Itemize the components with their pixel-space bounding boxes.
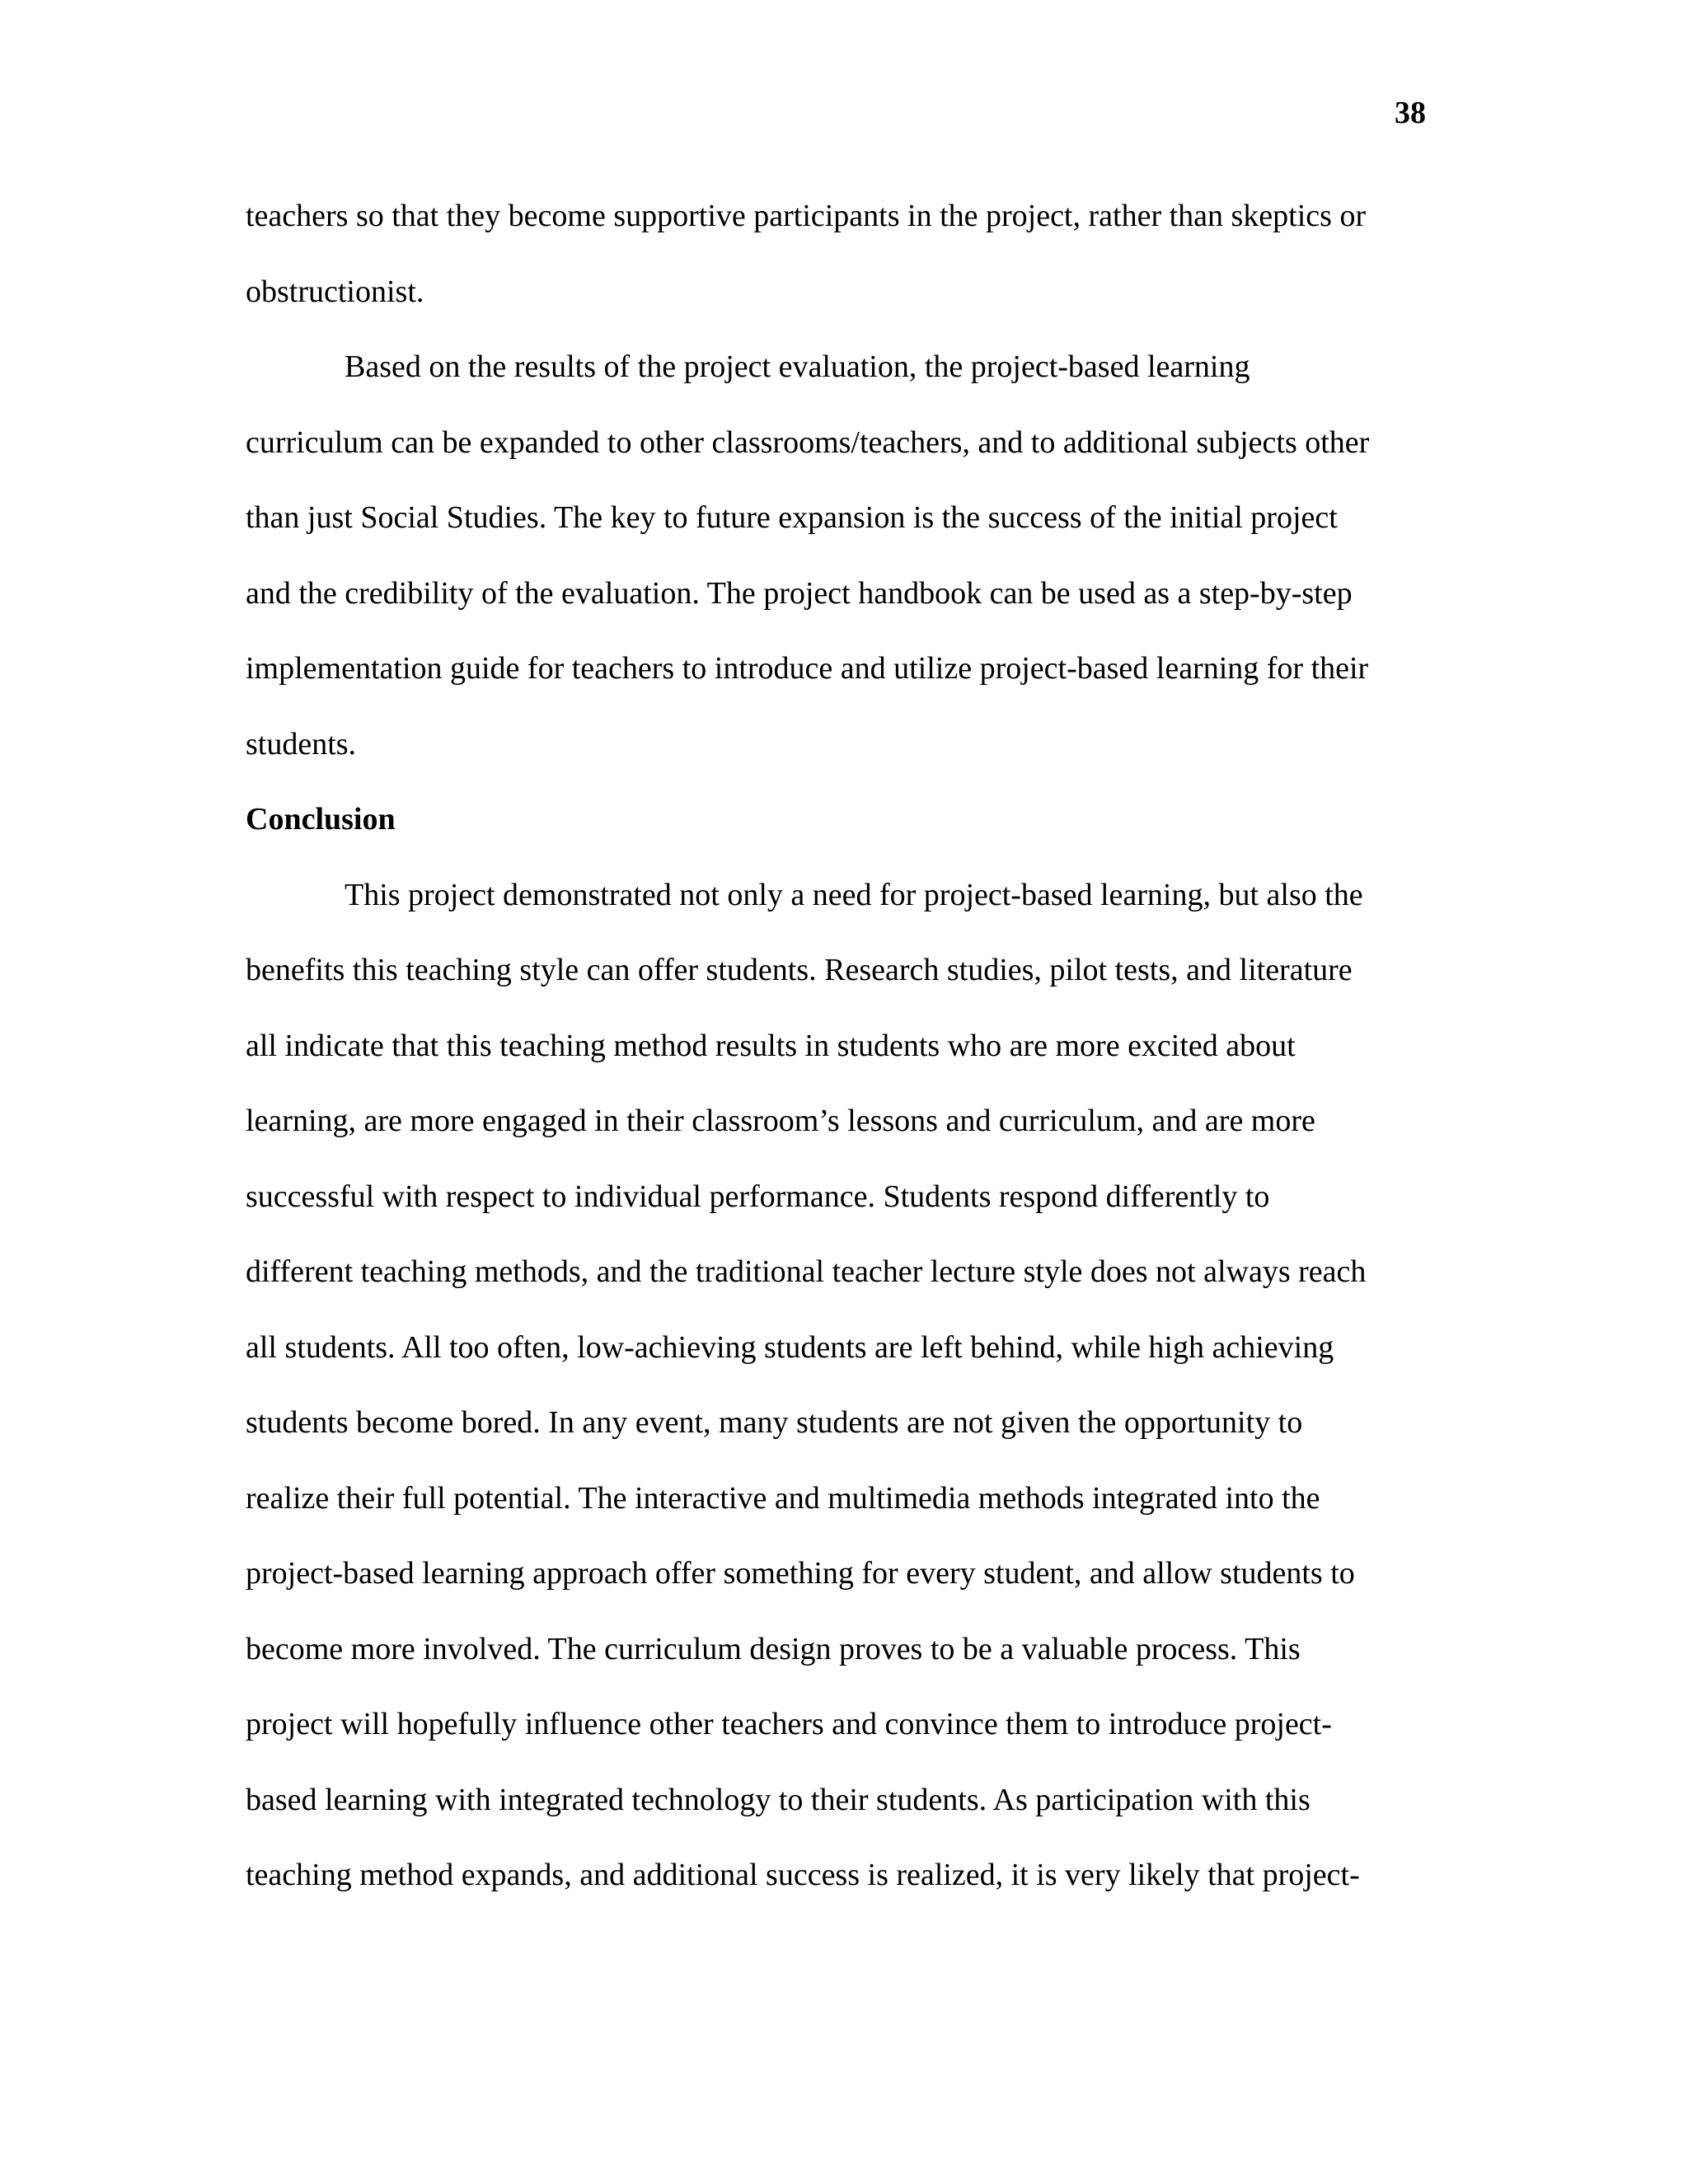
text-line: implementation guide for teachers to introduce and utilize project-based learning for their <box>246 651 1369 686</box>
body-text <box>246 196 1432 1931</box>
text-line: successful with respect to individual performance. Students respond differently to <box>246 1179 1270 1214</box>
text-line: curriculum can be expanded to other classrooms/teachers, and to additional subjects other <box>246 424 1370 460</box>
text-line: This project demonstrated not only a need for project-based learning, but also the <box>345 877 1363 912</box>
text-line: learning, are more engaged in their classroom’s lessons and curriculum, and are more <box>246 1104 1315 1138</box>
paragraph-expansion <box>246 347 1432 799</box>
paragraph-continuation <box>246 196 1432 347</box>
text-line: students. <box>246 726 357 762</box>
text-line: become more involved. The curriculum design proves to be a valuable process. This <box>246 1631 1301 1666</box>
text-line: Based on the results of the project evaluation, the project-based learning <box>345 349 1250 384</box>
text-line: and the credibility of the evaluation. The project handbook can be used as a step-by-step <box>246 575 1353 611</box>
paragraph-conclusion <box>246 875 1432 1931</box>
text-line: different teaching methods, and the traditional teacher lecture style does not always reach <box>246 1254 1367 1289</box>
text-line: teachers so that they become supportive participants in the project, rather than skeptics or <box>246 199 1367 233</box>
text-line: teaching method expands, and additional success is realized, it is very likely that project- <box>246 1858 1360 1892</box>
text-line: obstructionist. <box>246 274 424 309</box>
text-line: project will hopefully influence other teachers and convince them to introduce project- <box>246 1707 1332 1741</box>
section-heading: Conclusion <box>246 802 396 837</box>
text-line: all indicate that this teaching method results in students who are more excited about <box>246 1028 1296 1063</box>
text-line: benefits this teaching style can offer students. Research studies, pilot tests, and literature <box>246 953 1353 987</box>
text-line: realize their full potential. The interactive and multimedia methods integrated into the <box>246 1480 1320 1516</box>
text-line: all students. All too often, low-achieving students are left behind, while high achieving <box>246 1329 1334 1365</box>
text-line: than just Social Studies. The key to future expansion is the success of the initial project <box>246 500 1338 535</box>
text-line: based learning with integrated technology to their students. As participation with this <box>246 1782 1311 1817</box>
text-line: students become bored. In any event, many students are not given the opportunity to <box>246 1405 1303 1440</box>
text-line: project-based learning approach offer something for every student, and allow students to <box>246 1556 1355 1591</box>
page-number: 38 <box>1395 96 1426 130</box>
